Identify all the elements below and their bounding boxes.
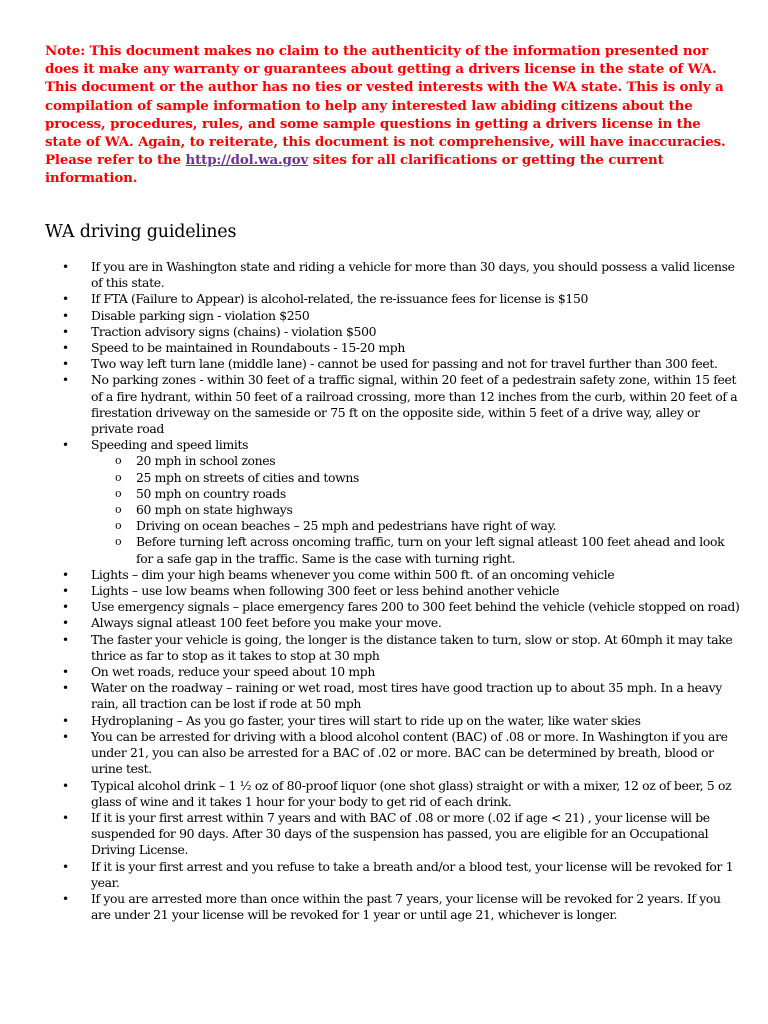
list-item [0,778,740,810]
list-item-text: Speed to be maintained in Roundabouts - 15-20 mph [91,340,406,356]
sub-list-item [91,518,740,534]
sub-list-item-text: Before turning left across oncoming traffic, turn on your left signal atleast 100 feet ahead and look for a safe gap in the traffic. Same is the case with turning right. [136,534,725,566]
bullet-icon: • [62,341,69,356]
bullet-icon: • [62,681,69,696]
sub-list-item [91,486,740,502]
disclaimer-text-start: Note: This document makes no claim to the authenticity of the information presented nor does it make any warranty or guarantees about getting a drivers license in the state of WA. This document or the author has no ties or vested interests with the WA state. This is only a compilation of sample information to help any interested law abiding citizens about the process, procedures, rules, and some sample questions in getting a drivers license in the state of WA. Again, to reiterate, this document is not comprehensive, will have inaccuracies. Please refer to the [45,43,726,169]
bullet-icon: • [62,632,69,647]
disclaimer-note [45,42,735,188]
list-item [0,583,740,599]
list-item-text: Use emergency signals – place emergency fares 200 to 300 feet behind the vehicle (vehicle stopped on road) [91,599,740,615]
sub-list-item [91,470,740,486]
list-item-text: If it is your first arrest within 7 years and with BAC of .08 or more (.02 if age < 21) , your license will be suspended for 90 days. After 30 days of the suspension has passed, you are eligible for an Occupational Driving License. [91,809,710,858]
bullet-icon: • [62,373,69,388]
sub-list-item-text: Driving on ocean beaches – 25 mph and pedestrians have right of way. [136,518,557,534]
disclaimer-text-end: sites for all clarifications or getting the current information. [45,152,664,187]
list-item-text: Disable parking sign - violation $250 [91,307,310,323]
list-item [0,567,740,583]
list-item-text: Always signal atleast 100 feet before you make your move. [91,615,442,631]
list-item-speed-limits [0,437,740,567]
list-item [0,859,740,891]
guidelines-list [0,259,740,923]
list-item [0,664,740,680]
sub-list-item-text: 25 mph on streets of cities and towns [136,469,360,485]
list-item-text: The faster your vehicle is going, the longer is the distance taken to turn, slow or stop. At 60mph it may take thrice as far to stop as it takes to stop at 30 mph [91,631,733,663]
dol-wa-gov-link[interactable]: http://dol.wa.gov [185,152,309,169]
list-item [0,324,740,340]
list-item [0,291,740,307]
list-item [0,308,740,324]
bullet-icon: • [62,260,69,274]
bullet-icon: • [62,778,69,793]
bullet-icon: • [62,729,69,744]
bullet-icon: • [62,292,69,307]
bullet-icon: • [62,357,69,372]
sub-list-item [91,453,740,469]
sub-list-item-text: 20 mph in school zones [136,453,276,469]
circle-bullet-icon: o [115,454,122,468]
list-item-text: Hydroplaning – As you go faster, your tires will start to ride up on the water, like water skies [91,712,641,728]
list-item-text: Two way left turn lane (middle lane) - cannot be used for passing and not for travel further than 300 feet. [91,356,718,372]
list-item-text: No parking zones - within 30 feet of a traffic signal, within 20 feet of a pedestrain safety zone, within 15 feet of a fire hydrant, within 50 feet of a railroad crossing, more than 12 inches from the curb, within 20 feet of a firestation driveway on the sameside or 75 ft on the opposite side, within 5 feet of a drive way, alley or private road [91,372,738,437]
list-item-text: Speeding and speed limits [91,437,249,453]
circle-bullet-icon: o [115,470,122,484]
list-item-text: Typical alcohol drink – 1 ½ oz of 80-proof liquor (one shot glass) straight or with a mixer, 12 oz of beer, 5 oz glass of wine and it takes 1 hour for your body to get rid of each drink. [91,777,732,809]
bullet-icon: • [62,324,69,339]
list-item-text: Lights – dim your high beams whenever you come within 500 ft. of an oncoming vehicle [91,566,615,582]
list-item [0,713,740,729]
circle-bullet-icon: o [115,486,122,500]
list-item [0,729,740,778]
list-item [0,615,740,631]
bullet-icon: • [62,665,69,680]
list-item [0,599,740,615]
bullet-icon: • [62,308,69,323]
page-title: WA driving guidelines [45,222,237,242]
list-item [0,340,740,356]
list-item [0,680,740,712]
list-item-text: Water on the roadway – raining or wet road, most tires have good traction up to about 35 mph. In a heavy rain, all traction can be lost if rode at 50 mph [91,680,722,712]
list-item-text: Lights – use low beams when following 300 feet or less behind another vehicle [91,583,560,599]
bullet-icon: • [62,616,69,631]
sub-list-item-text: 50 mph on country roads [136,485,286,501]
bullet-icon: • [62,891,69,906]
list-item [0,891,740,923]
sub-list-item [91,502,740,518]
list-item-text: On wet roads, reduce your speed about 10 mph [91,664,376,680]
bullet-icon: • [62,810,69,825]
list-item [0,372,740,437]
circle-bullet-icon: o [115,519,122,533]
sub-list-item-text: 60 mph on state highways [136,502,293,518]
list-item-text: If it is your first arrest and you refuse to take a breath and/or a blood test, your license will be revoked for 1 year. [91,858,734,890]
bullet-icon: • [62,859,69,874]
bullet-icon: • [62,438,69,453]
bullet-icon: • [62,713,69,728]
bullet-icon: • [62,584,69,599]
list-item [0,632,740,664]
circle-bullet-icon: o [115,503,122,517]
bullet-icon: • [62,600,69,615]
circle-bullet-icon: o [115,535,122,549]
bullet-icon: • [62,567,69,582]
list-item-text: If you are arrested more than once within the past 7 years, your license will be revoked for 2 years. If you are under 21 your license will be revoked for 1 year or until age 21, whichever is longer. [91,890,721,923]
list-item [0,259,740,291]
list-item-text: If you are in Washington state and riding a vehicle for more than 30 days, you should possess a valid license of this state. [91,259,735,291]
list-item-text: Traction advisory signs (chains) - violation $500 [91,323,377,339]
list-item [0,810,740,859]
speed-limits-sublist [91,453,740,566]
list-item-text: You can be arrested for driving with a blood alcohol content (BAC) of .08 or more. In Washington if you are under 21, you can also be arrested for a BAC of .02 or more. BAC can be determined by breath, blood or urine test. [91,728,728,777]
list-item-text: If FTA (Failure to Appear) is alcohol-related, the re-issuance fees for license is $150 [91,291,589,307]
sub-list-item [91,534,740,566]
list-item [0,356,740,372]
